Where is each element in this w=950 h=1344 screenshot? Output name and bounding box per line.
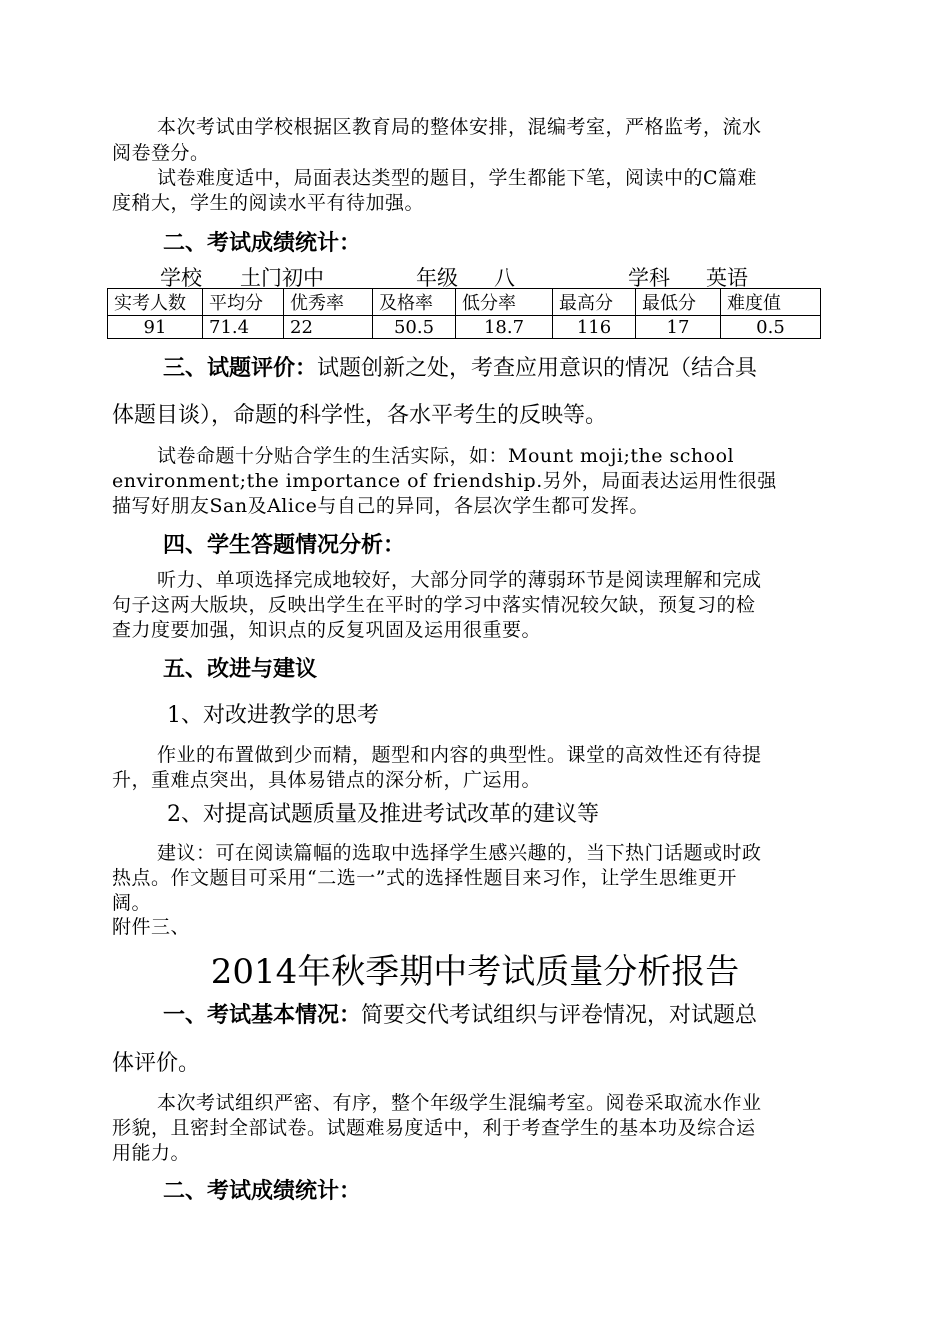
section-3-paragraph-line-3: 描写好朋友San及Alice与自己的异同，各层次学生都可发挥。 [112,495,649,517]
report-title: 2014年秋季期中考试质量分析报告 [210,952,740,992]
report-section-1-line-2: 体评价。 [112,1051,201,1076]
report-section-1-paragraph-line-3: 用能力。 [112,1142,191,1164]
table-header-cell: 低分率 [456,289,553,316]
section-3-paragraph-line-1: 试卷命题十分贴合学生的生活实际，如：Mount moji;the school [157,445,735,467]
table-row [108,316,821,339]
section-5-subheading-2: 2、对提高试题质量及推进考试改革的建议等 [167,802,599,827]
section-5-sub-2-line-3: 阔。 [112,892,152,914]
table-cell: 0.5 [721,316,821,339]
table-header-cell: 最高分 [553,289,636,316]
intro-paragraph-1-line-2: 阅卷登分。 [112,142,210,164]
table-cell: 71.4 [203,316,284,339]
section-5-sub-1-line-1: 作业的布置做到少而精，题型和内容的典型性。课堂的高效性还有待提 [157,744,762,766]
score-statistics-table [107,288,821,339]
section-3-line-1 [163,351,757,382]
report-section-1-heading: 一、考试基本情况： [163,1003,362,1028]
section-5-subheading-1: 1、对改进教学的思考 [167,703,379,728]
intro-paragraph-1-line-1: 本次考试由学校根据区教育局的整体安排，混编考室，严格监考，流水 [157,116,762,138]
section-5-sub-2-line-1: 建议：可在阅读篇幅的选取中选择学生感兴趣的，当下热门话题或时政 [157,842,762,864]
section-2-heading: 二、考试成绩统计： [163,231,362,256]
section-3-heading-description: 试题创新之处，考查应用意识的情况（结合具 [317,356,758,381]
section-4-paragraph-line-3: 查力度要加强，知识点的反复巩固及运用很重要。 [112,619,542,641]
attachment-label: 附件三、 [112,916,191,938]
report-section-2-heading: 二、考试成绩统计： [163,1179,362,1204]
subject-value: 英语 [706,266,748,290]
table-header-cell: 及格率 [373,289,456,316]
section-5-sub-1-line-2: 升，重难点突出，具体易错点的深分析，广运用。 [112,769,542,791]
table-header-cell: 难度值 [721,289,821,316]
intro-paragraph-2-line-2: 度稍大，学生的阅读水平有待加强。 [112,192,425,214]
report-section-1-line-1 [163,998,757,1029]
table-cell: 116 [553,316,636,339]
intro-paragraph-2-line-1: 试卷难度适中，局面表达类型的题目，学生都能下笔，阅读中的C篇难 [157,167,758,189]
report-section-1-paragraph-line-2: 形貌，且密封全部试卷。试题难易度适中，利于考查学生的基本功及综合运 [112,1117,756,1139]
table-header-row [108,289,821,316]
table-cell: 18.7 [456,316,553,339]
school-label: 学校 [160,266,202,290]
school-value: 土门初中 [240,266,324,290]
table-cell: 17 [636,316,721,339]
section-3-heading: 三、试题评价： [163,356,318,381]
section-4-heading: 四、学生答题情况分析： [163,533,406,558]
section-3-paragraph-line-2: environment;the importance of friendship.另外，局面表达运用性很强 [112,470,777,492]
table-header-cell: 实考人数 [108,289,203,316]
table-cell: 22 [284,316,373,339]
table-header-cell: 平均分 [203,289,284,316]
section-3-line-2: 体题目谈），命题的科学性，各水平考生的反映等。 [112,403,608,428]
table-cell: 91 [108,316,203,339]
subject-label: 学科 [628,266,670,290]
report-section-1-paragraph-line-1: 本次考试组织严密、有序，整个年级学生混编考室。阅卷采取流水作业 [157,1092,762,1114]
table-header-cell: 最低分 [636,289,721,316]
section-4-paragraph-line-1: 听力、单项选择完成地较好，大部分同学的薄弱环节是阅读理解和完成 [157,569,762,591]
section-4-paragraph-line-2: 句子这两大版块，反映出学生在平时的学习中落实情况较欠缺，预复习的检 [112,594,756,616]
grade-value: 八 [494,266,515,290]
report-section-1-heading-description: 简要交代考试组织与评卷情况，对试题总 [361,1003,758,1028]
section-5-heading: 五、改进与建议 [163,657,318,682]
grade-label: 年级 [416,266,458,290]
section-5-sub-2-line-2: 热点。作文题目可采用“二选一”式的选择性题目来习作，让学生思维更开 [112,867,737,889]
table-header-cell: 优秀率 [284,289,373,316]
table-cell: 50.5 [373,316,456,339]
